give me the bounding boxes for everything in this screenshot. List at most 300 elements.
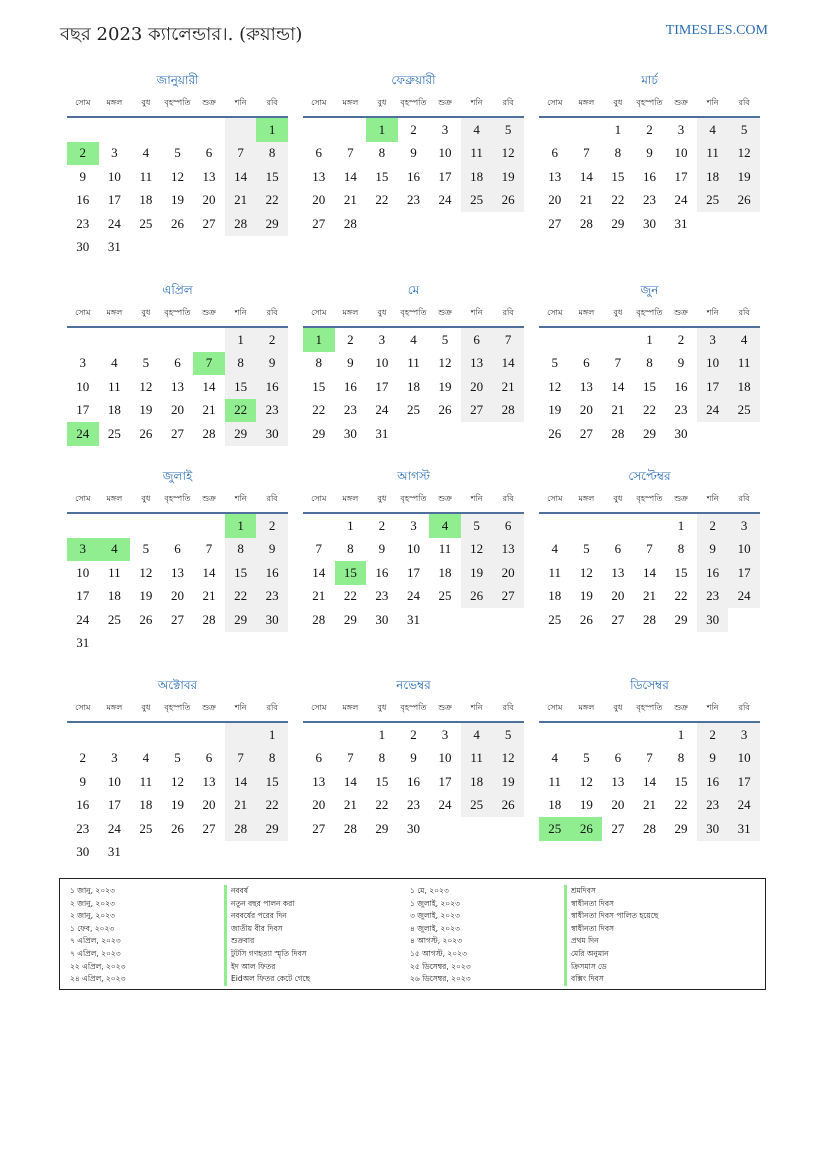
day-cell[interactable]: 15 [225,375,257,399]
day-cell[interactable]: 4 [461,723,493,747]
day-cell[interactable]: 6 [492,514,524,538]
day-cell[interactable]: 30 [674,425,688,441]
day-cell[interactable]: 25 [107,611,121,627]
day-cell[interactable]: 24 [697,399,729,423]
day-cell[interactable]: 24 [76,611,90,627]
day-cell[interactable]: 21 [202,402,216,418]
day-cell[interactable]: 14 [642,564,656,580]
day-cell[interactable]: 4 [429,514,461,538]
site-brand[interactable]: TIMESLES.COM [665,23,768,38]
day-cell[interactable]: 28 [642,611,656,627]
day-cell[interactable]: 24 [107,820,121,836]
day-cell[interactable]: 2 [646,121,653,137]
day-cell[interactable]: 3 [410,517,417,533]
day-cell[interactable]: 23 [256,585,288,609]
day-cell[interactable]: 16 [343,378,357,394]
day-cell[interactable]: 20 [312,797,326,813]
day-cell[interactable]: 9 [256,538,288,562]
day-cell[interactable]: 31 [406,611,420,627]
day-cell[interactable]: 25 [107,425,121,441]
day-cell[interactable]: 15 [642,378,656,394]
day-cell[interactable]: 6 [551,145,559,161]
day-cell[interactable]: 3 [697,328,729,352]
day-cell[interactable]: 1 [646,331,653,347]
day-cell[interactable]: 9 [79,773,87,789]
day-cell[interactable]: 22 [642,402,656,418]
day-cell[interactable]: 14 [343,773,357,789]
day-cell[interactable]: 18 [548,588,562,604]
day-cell[interactable]: 18 [406,378,420,394]
day-cell[interactable]: 8 [378,145,386,161]
day-cell[interactable]: 3 [111,750,118,766]
day-cell[interactable]: 26 [438,402,452,418]
day-cell[interactable]: 23 [375,588,389,604]
day-cell[interactable]: 2 [410,726,417,742]
day-cell[interactable]: 11 [438,541,452,557]
day-cell[interactable]: 12 [461,538,493,562]
day-cell[interactable]: 7 [646,750,653,766]
day-cell[interactable]: 28 [202,425,216,441]
day-cell[interactable]: 25 [406,402,420,418]
day-cell[interactable]: 11 [461,747,493,771]
day-cell[interactable]: 12 [139,378,153,394]
day-cell[interactable]: 26 [571,817,603,841]
day-cell[interactable]: 19 [170,797,184,813]
day-cell[interactable]: 29 [256,212,288,236]
day-cell[interactable]: 2 [697,723,729,747]
day-cell[interactable]: 27 [461,399,493,423]
day-cell[interactable]: 29 [225,608,257,632]
day-cell[interactable]: 8 [225,352,257,376]
day-cell[interactable]: 21 [225,189,257,213]
day-cell[interactable]: 25 [139,215,153,231]
day-cell[interactable]: 3 [79,355,87,371]
day-cell[interactable]: 15 [674,773,688,789]
day-cell[interactable]: 9 [378,541,386,557]
day-cell[interactable]: 17 [674,168,688,184]
day-cell[interactable]: 7 [315,541,323,557]
day-cell[interactable]: 25 [728,399,760,423]
day-cell[interactable]: 2 [79,750,87,766]
day-cell[interactable]: 21 [225,794,257,818]
day-cell[interactable]: 15 [312,378,326,394]
day-cell[interactable]: 12 [579,564,593,580]
day-cell[interactable]: 3 [728,514,760,538]
day-cell[interactable]: 21 [611,402,625,418]
day-cell[interactable]: 4 [551,541,559,557]
day-cell[interactable]: 9 [79,168,87,184]
day-cell[interactable]: 18 [461,165,493,189]
day-cell[interactable]: 2 [67,142,99,166]
day-cell[interactable]: 27 [170,611,184,627]
day-cell[interactable]: 20 [611,797,625,813]
day-cell[interactable]: 12 [492,747,524,771]
day-cell[interactable]: 17 [107,797,121,813]
day-cell[interactable]: 3 [67,538,99,562]
day-cell[interactable]: 1 [225,514,257,538]
day-cell[interactable]: 10 [76,564,90,580]
day-cell[interactable]: 6 [583,355,590,371]
day-cell[interactable]: 1 [256,723,288,747]
day-cell[interactable]: 6 [614,541,622,557]
day-cell[interactable]: 16 [256,375,288,399]
day-cell[interactable]: 24 [438,192,452,208]
day-cell[interactable]: 23 [674,402,688,418]
day-cell[interactable]: 24 [406,588,420,604]
day-cell[interactable]: 24 [438,797,452,813]
day-cell[interactable]: 30 [76,844,90,860]
day-cell[interactable]: 26 [170,820,184,836]
day-cell[interactable]: 16 [406,773,420,789]
day-cell[interactable]: 7 [614,355,622,371]
day-cell[interactable]: 7 [225,747,257,771]
day-cell[interactable]: 15 [225,561,257,585]
day-cell[interactable]: 3 [111,145,118,161]
day-cell[interactable]: 13 [461,352,493,376]
day-cell[interactable]: 13 [312,773,326,789]
day-cell[interactable]: 5 [492,723,524,747]
day-cell[interactable]: 31 [674,215,688,231]
day-cell[interactable]: 15 [375,168,389,184]
day-cell[interactable]: 18 [107,402,121,418]
day-cell[interactable]: 12 [139,564,153,580]
day-cell[interactable]: 31 [107,239,121,255]
day-cell[interactable]: 19 [139,588,153,604]
day-cell[interactable]: 30 [697,817,729,841]
day-cell[interactable]: 19 [548,402,562,418]
day-cell[interactable]: 1 [225,328,257,352]
day-cell[interactable]: 8 [256,142,288,166]
day-cell[interactable]: 1 [366,118,398,142]
day-cell[interactable]: 29 [343,611,357,627]
day-cell[interactable]: 11 [548,564,562,580]
day-cell[interactable]: 22 [256,794,288,818]
day-cell[interactable]: 17 [697,375,729,399]
day-cell[interactable]: 19 [579,797,593,813]
day-cell[interactable]: 31 [375,425,389,441]
day-cell[interactable]: 31 [728,817,760,841]
day-cell[interactable]: 22 [225,399,257,423]
day-cell[interactable]: 1 [256,118,288,142]
day-cell[interactable]: 10 [697,352,729,376]
day-cell[interactable]: 28 [611,425,625,441]
day-cell[interactable]: 9 [410,145,417,161]
day-cell[interactable]: 6 [174,541,181,557]
day-cell[interactable]: 21 [343,192,357,208]
day-cell[interactable]: 9 [677,355,685,371]
day-cell[interactable]: 28 [202,611,216,627]
day-cell[interactable]: 7 [205,541,213,557]
day-cell[interactable]: 5 [461,514,493,538]
day-cell[interactable]: 16 [674,378,688,394]
day-cell[interactable]: 4 [99,538,131,562]
day-cell[interactable]: 31 [76,635,90,651]
day-cell[interactable]: 10 [728,747,760,771]
day-cell[interactable]: 11 [139,168,153,184]
day-cell[interactable]: 23 [343,402,357,418]
day-cell[interactable]: 6 [315,750,323,766]
day-cell[interactable]: 30 [642,215,656,231]
day-cell[interactable]: 2 [677,331,685,347]
day-cell[interactable]: 23 [697,585,729,609]
day-cell[interactable]: 30 [343,425,357,441]
day-cell[interactable]: 13 [492,538,524,562]
day-cell[interactable]: 7 [193,352,225,376]
day-cell[interactable]: 15 [375,773,389,789]
day-cell[interactable]: 14 [312,564,326,580]
day-cell[interactable]: 5 [174,750,181,766]
day-cell[interactable]: 15 [256,770,288,794]
day-cell[interactable]: 27 [548,215,562,231]
day-cell[interactable]: 8 [225,538,257,562]
day-cell[interactable]: 13 [548,168,562,184]
day-cell[interactable]: 6 [174,355,181,371]
day-cell[interactable]: 14 [225,165,257,189]
day-cell[interactable]: 21 [642,588,656,604]
day-cell[interactable]: 19 [438,378,452,394]
day-cell[interactable]: 27 [312,820,326,836]
day-cell[interactable]: 17 [438,773,452,789]
day-cell[interactable]: 8 [614,145,622,161]
day-cell[interactable]: 29 [674,820,688,836]
day-cell[interactable]: 18 [461,770,493,794]
day-cell[interactable]: 4 [142,750,150,766]
day-cell[interactable]: 29 [642,425,656,441]
day-cell[interactable]: 15 [674,564,688,580]
day-cell[interactable]: 17 [107,192,121,208]
day-cell[interactable]: 24 [728,585,760,609]
day-cell[interactable]: 6 [315,145,323,161]
day-cell[interactable]: 9 [697,538,729,562]
day-cell[interactable]: 5 [142,355,150,371]
day-cell[interactable]: 11 [697,142,729,166]
day-cell[interactable]: 17 [438,168,452,184]
day-cell[interactable]: 19 [139,402,153,418]
day-cell[interactable]: 7 [225,142,257,166]
day-cell[interactable]: 14 [642,773,656,789]
day-cell[interactable]: 20 [202,797,216,813]
day-cell[interactable]: 10 [76,378,90,394]
day-cell[interactable]: 23 [76,215,90,231]
day-cell[interactable]: 18 [697,165,729,189]
day-cell[interactable]: 23 [697,794,729,818]
day-cell[interactable]: 4 [697,118,729,142]
day-cell[interactable]: 26 [139,425,153,441]
day-cell[interactable]: 29 [674,611,688,627]
day-cell[interactable]: 20 [492,561,524,585]
day-cell[interactable]: 4 [728,328,760,352]
day-cell[interactable]: 22 [312,402,326,418]
day-cell[interactable]: 18 [438,564,452,580]
day-cell[interactable]: 13 [312,168,326,184]
day-cell[interactable]: 4 [111,355,118,371]
day-cell[interactable]: 28 [642,820,656,836]
day-cell[interactable]: 26 [492,794,524,818]
day-cell[interactable]: 18 [139,797,153,813]
day-cell[interactable]: 30 [256,422,288,446]
day-cell[interactable]: 19 [170,192,184,208]
day-cell[interactable]: 7 [492,328,524,352]
day-cell[interactable]: 1 [677,726,685,742]
day-cell[interactable]: 22 [375,192,389,208]
day-cell[interactable]: 26 [139,611,153,627]
day-cell[interactable]: 14 [225,770,257,794]
day-cell[interactable]: 12 [438,355,452,371]
day-cell[interactable]: 16 [697,561,729,585]
day-cell[interactable]: 27 [312,215,326,231]
day-cell[interactable]: 2 [256,328,288,352]
day-cell[interactable]: 17 [728,770,760,794]
day-cell[interactable]: 20 [170,588,184,604]
day-cell[interactable]: 29 [312,425,326,441]
day-cell[interactable]: 6 [614,750,622,766]
day-cell[interactable]: 14 [202,378,216,394]
day-cell[interactable]: 6 [205,750,213,766]
day-cell[interactable]: 13 [202,773,216,789]
day-cell[interactable]: 13 [170,378,184,394]
day-cell[interactable]: 29 [375,820,389,836]
day-cell[interactable]: 10 [375,355,389,371]
day-cell[interactable]: 19 [492,165,524,189]
day-cell[interactable]: 20 [312,192,326,208]
day-cell[interactable]: 21 [642,797,656,813]
day-cell[interactable]: 20 [611,588,625,604]
day-cell[interactable]: 5 [551,355,559,371]
day-cell[interactable]: 10 [674,145,688,161]
day-cell[interactable]: 28 [492,399,524,423]
day-cell[interactable]: 26 [548,425,562,441]
day-cell[interactable]: 8 [347,541,354,557]
day-cell[interactable]: 24 [375,402,389,418]
day-cell[interactable]: 22 [674,588,688,604]
day-cell[interactable]: 19 [492,770,524,794]
day-cell[interactable]: 8 [378,750,386,766]
day-cell[interactable]: 25 [438,588,452,604]
day-cell[interactable]: 17 [76,588,90,604]
day-cell[interactable]: 5 [583,750,590,766]
day-cell[interactable]: 25 [139,820,153,836]
day-cell[interactable]: 11 [139,773,153,789]
day-cell[interactable]: 19 [728,165,760,189]
day-cell[interactable]: 31 [107,844,121,860]
day-cell[interactable]: 12 [492,142,524,166]
day-cell[interactable]: 11 [548,773,562,789]
day-cell[interactable]: 21 [579,192,593,208]
day-cell[interactable]: 14 [343,168,357,184]
day-cell[interactable]: 29 [611,215,625,231]
day-cell[interactable]: 19 [461,561,493,585]
day-cell[interactable]: 15 [611,168,625,184]
day-cell[interactable]: 8 [256,747,288,771]
day-cell[interactable]: 29 [225,422,257,446]
day-cell[interactable]: 1 [347,517,354,533]
day-cell[interactable]: 10 [406,541,420,557]
day-cell[interactable]: 27 [611,611,625,627]
day-cell[interactable]: 18 [548,797,562,813]
day-cell[interactable]: 16 [697,770,729,794]
day-cell[interactable]: 20 [548,192,562,208]
day-cell[interactable]: 12 [548,378,562,394]
day-cell[interactable]: 30 [76,239,90,255]
day-cell[interactable]: 11 [108,378,121,394]
day-cell[interactable]: 7 [347,750,354,766]
day-cell[interactable]: 30 [697,608,729,632]
day-cell[interactable]: 3 [378,331,386,347]
day-cell[interactable]: 5 [583,541,590,557]
day-cell[interactable]: 24 [107,215,121,231]
day-cell[interactable]: 5 [441,331,449,347]
day-cell[interactable]: 12 [170,773,184,789]
day-cell[interactable]: 28 [579,215,593,231]
day-cell[interactable]: 27 [611,820,625,836]
day-cell[interactable]: 29 [256,817,288,841]
day-cell[interactable]: 26 [461,585,493,609]
day-cell[interactable]: 23 [76,820,90,836]
day-cell[interactable]: 20 [202,192,216,208]
day-cell[interactable]: 17 [728,561,760,585]
day-cell[interactable]: 27 [579,425,593,441]
day-cell[interactable]: 2 [256,514,288,538]
day-cell[interactable]: 8 [677,750,685,766]
day-cell[interactable]: 25 [461,794,493,818]
day-cell[interactable]: 16 [76,192,90,208]
day-cell[interactable]: 25 [548,611,562,627]
day-cell[interactable]: 22 [375,797,389,813]
day-cell[interactable]: 1 [378,726,386,742]
day-cell[interactable]: 6 [461,328,493,352]
day-cell[interactable]: 16 [375,564,389,580]
day-cell[interactable]: 26 [728,189,760,213]
day-cell[interactable]: 17 [375,378,389,394]
day-cell[interactable]: 14 [202,564,216,580]
day-cell[interactable]: 22 [674,797,688,813]
day-cell[interactable]: 25 [539,817,571,841]
day-cell[interactable]: 13 [170,564,184,580]
day-cell[interactable]: 18 [139,192,153,208]
day-cell[interactable]: 16 [642,168,656,184]
day-cell[interactable]: 2 [410,121,417,137]
day-cell[interactable]: 22 [256,189,288,213]
day-cell[interactable]: 9 [347,355,354,371]
day-cell[interactable]: 13 [202,168,216,184]
day-cell[interactable]: 23 [406,192,420,208]
day-cell[interactable]: 4 [410,331,417,347]
day-cell[interactable]: 10 [728,538,760,562]
day-cell[interactable]: 14 [579,168,593,184]
day-cell[interactable]: 15 [256,165,288,189]
day-cell[interactable]: 16 [76,797,90,813]
day-cell[interactable]: 9 [697,747,729,771]
day-cell[interactable]: 24 [728,794,760,818]
day-cell[interactable]: 7 [646,541,653,557]
day-cell[interactable]: 22 [343,588,357,604]
day-cell[interactable]: 24 [67,422,99,446]
day-cell[interactable]: 22 [225,585,257,609]
day-cell[interactable]: 23 [406,797,420,813]
day-cell[interactable]: 5 [728,118,760,142]
day-cell[interactable]: 20 [579,402,593,418]
day-cell[interactable]: 7 [347,145,354,161]
day-cell[interactable]: 13 [579,378,593,394]
day-cell[interactable]: 13 [611,564,625,580]
day-cell[interactable]: 2 [378,517,386,533]
day-cell[interactable]: 1 [677,517,685,533]
day-cell[interactable]: 16 [256,561,288,585]
day-cell[interactable]: 4 [142,145,150,161]
day-cell[interactable]: 18 [107,588,121,604]
day-cell[interactable]: 4 [461,118,493,142]
day-cell[interactable]: 10 [438,145,452,161]
